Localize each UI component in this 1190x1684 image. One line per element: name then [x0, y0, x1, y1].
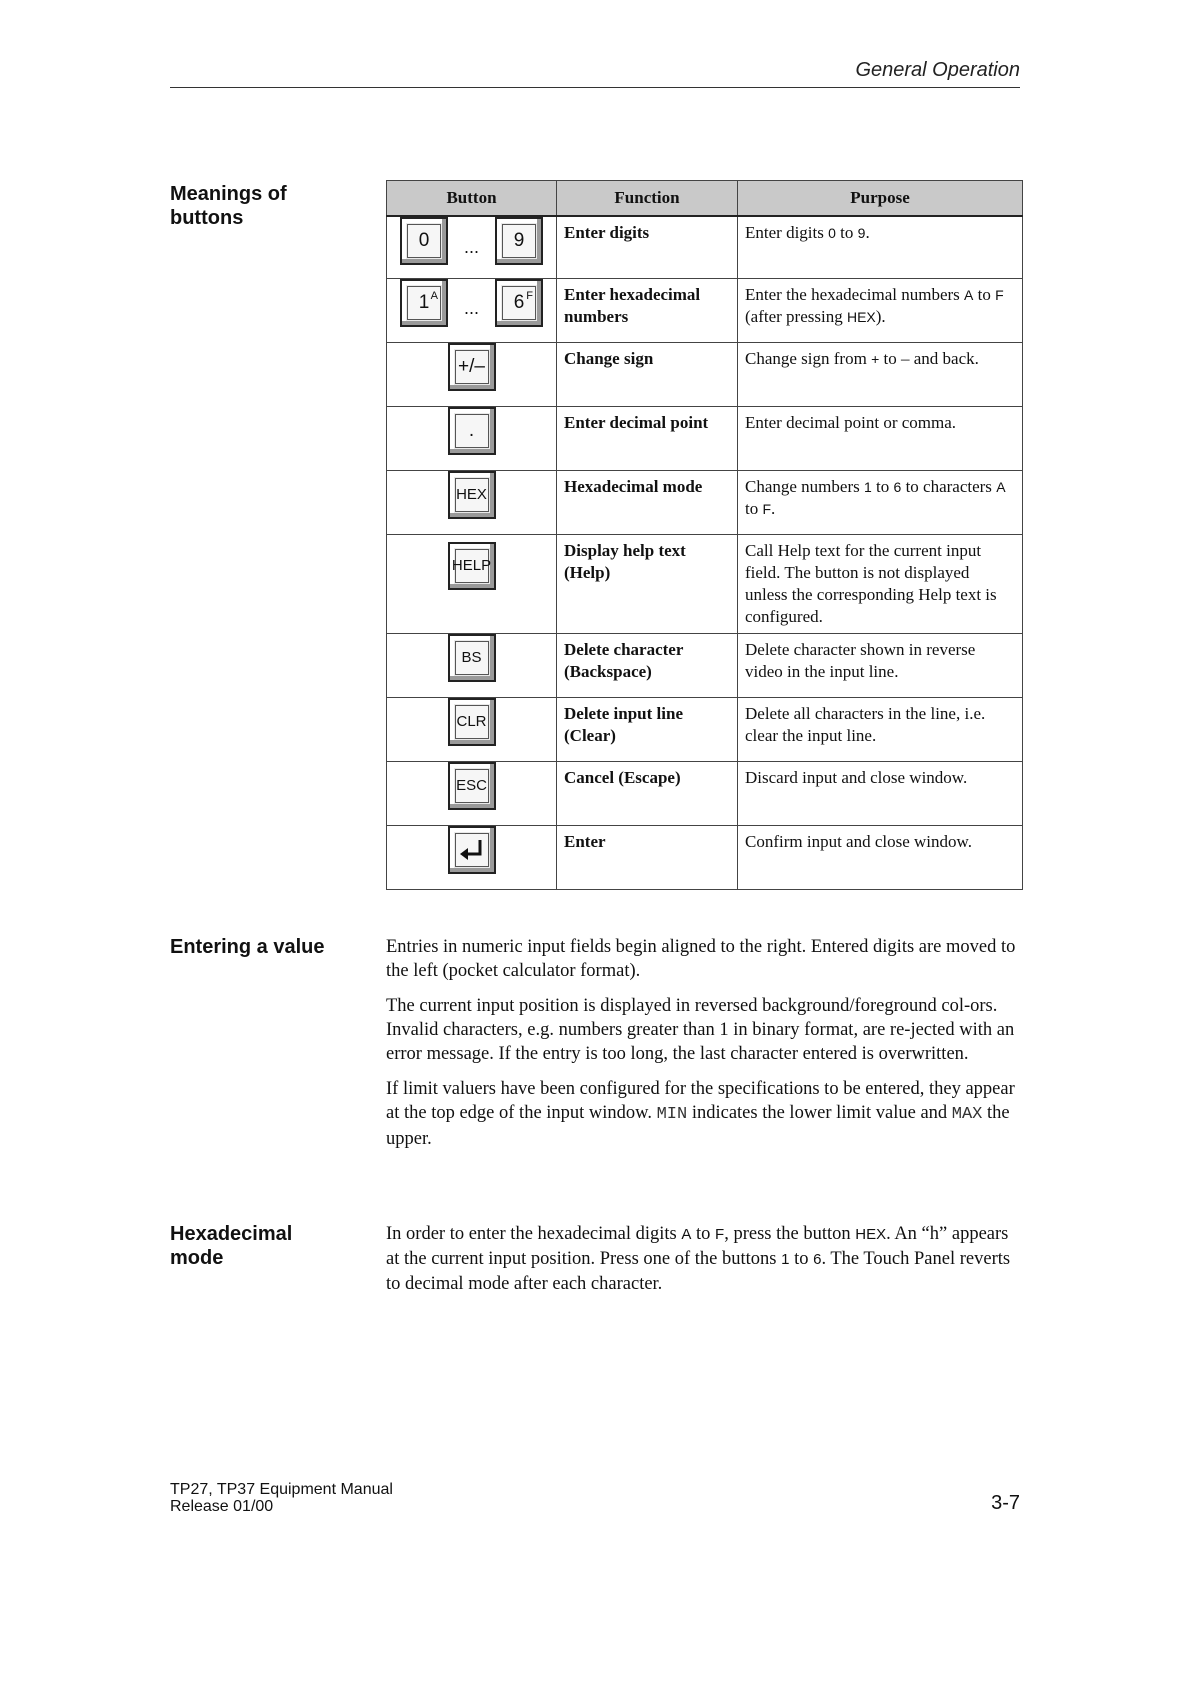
heading-hexadecimal-mode: Hexadecimal mode	[170, 1223, 293, 1269]
header-function: Function	[557, 181, 738, 217]
entering-paragraph-2: The current input position is displayed in reversed background/foreground col-ors. Invalid characters, e.g. numbers greater than 1 in binary format, are re-jected with an error message. If the entry is too long, the last character entered is overwritten.	[386, 996, 1015, 1064]
enter-arrow-icon	[458, 838, 486, 862]
table-row	[387, 633, 1023, 697]
function-cell: Enter	[557, 825, 738, 889]
function-cell: Display help text (Help)	[557, 534, 738, 633]
footer-manual-title: TP27, TP37 Equipment Manual	[170, 1481, 393, 1498]
ellipsis: ...	[463, 236, 479, 257]
key-decimal-point: .	[448, 407, 496, 455]
hex-mode-text	[386, 1222, 1026, 1307]
header-purpose: Purpose	[738, 181, 1023, 217]
ellipsis: ...	[463, 298, 479, 318]
button-meanings-table	[386, 180, 1023, 890]
purpose-cell: Delete character shown in reverse video in the input line.	[738, 633, 1023, 697]
purpose-cell: Enter the hexadecimal numbers A to F (after pressing HEX).	[738, 278, 1023, 342]
key-hex: HEX	[448, 471, 496, 519]
key-backspace: BS	[448, 634, 496, 682]
key-plus-minus: +/–	[448, 343, 496, 391]
key-enter	[448, 826, 496, 874]
purpose-cell: Delete all characters in the line, i.e. clear the input line.	[738, 697, 1023, 761]
hex-paragraph-1: In order to enter the hexadecimal digits A to F, press the button HEX. An “h” appears at the current input position. Press one of the buttons 1 to 6. The Touch Panel reverts to decimal mode after each character.	[386, 1224, 1011, 1294]
table-row	[387, 342, 1023, 406]
table-row	[387, 825, 1023, 889]
table-row	[387, 406, 1023, 470]
purpose-cell: Enter digits 0 to 9.	[738, 216, 1023, 278]
key-help: HELP	[448, 542, 496, 590]
function-cell: Cancel (Escape)	[557, 761, 738, 825]
header-button: Button	[387, 181, 557, 217]
function-cell: Delete character (Backspace)	[557, 633, 738, 697]
table-row	[387, 761, 1023, 825]
purpose-cell: Call Help text for the current input field. The button is not displayed unless the corresponding Help text is configured.	[738, 534, 1023, 633]
table-row	[387, 470, 1023, 534]
heading-entering-a-value: Entering a value	[170, 936, 325, 958]
function-cell: Change sign	[557, 342, 738, 406]
footer-release: Release 01/00	[170, 1498, 274, 1515]
purpose-cell: Confirm input and close window.	[738, 825, 1023, 889]
function-cell: Enter decimal point	[557, 406, 738, 470]
key-1-a: 1 A	[400, 279, 448, 327]
entering-paragraph-1: Entries in numeric input fields begin aligned to the right. Entered digits are moved to the left (pocket calculator format).	[386, 937, 1016, 981]
header-rule	[170, 87, 1020, 88]
table-row	[387, 697, 1023, 761]
entering-value-text	[386, 935, 1026, 1162]
function-cell: Delete input line (Clear)	[557, 697, 738, 761]
key-escape: ESC	[448, 762, 496, 810]
purpose-cell: Change numbers 1 to 6 to characters A to F.	[738, 470, 1023, 534]
table-row	[387, 534, 1023, 633]
key-9: 9	[495, 217, 543, 265]
table-header-row	[387, 181, 1023, 217]
entering-paragraph-3: If limit valuers have been configured for the specifications to be entered, they appear at the top edge of the input window. MIN indicates the lower limit value and MAX the upper.	[386, 1079, 1015, 1149]
purpose-cell: Change sign from + to – and back.	[738, 342, 1023, 406]
key-clear: CLR	[448, 698, 496, 746]
table-row	[387, 278, 1023, 342]
page-header-title: General Operation	[855, 59, 1020, 81]
function-cell: Hexadecimal mode	[557, 470, 738, 534]
function-cell: Enter hexadecimal numbers	[557, 278, 738, 342]
table-row	[387, 216, 1023, 278]
key-0: 0	[400, 217, 448, 265]
purpose-cell: Discard input and close window.	[738, 761, 1023, 825]
function-cell: Enter digits	[557, 216, 738, 278]
purpose-cell: Enter decimal point or comma.	[738, 406, 1023, 470]
footer-page-number: 3-7	[991, 1492, 1020, 1514]
key-6-f: 6 F	[495, 279, 543, 327]
heading-meanings-of-buttons: Meanings of buttons	[170, 183, 287, 229]
footer-manual-info	[170, 1481, 393, 1515]
